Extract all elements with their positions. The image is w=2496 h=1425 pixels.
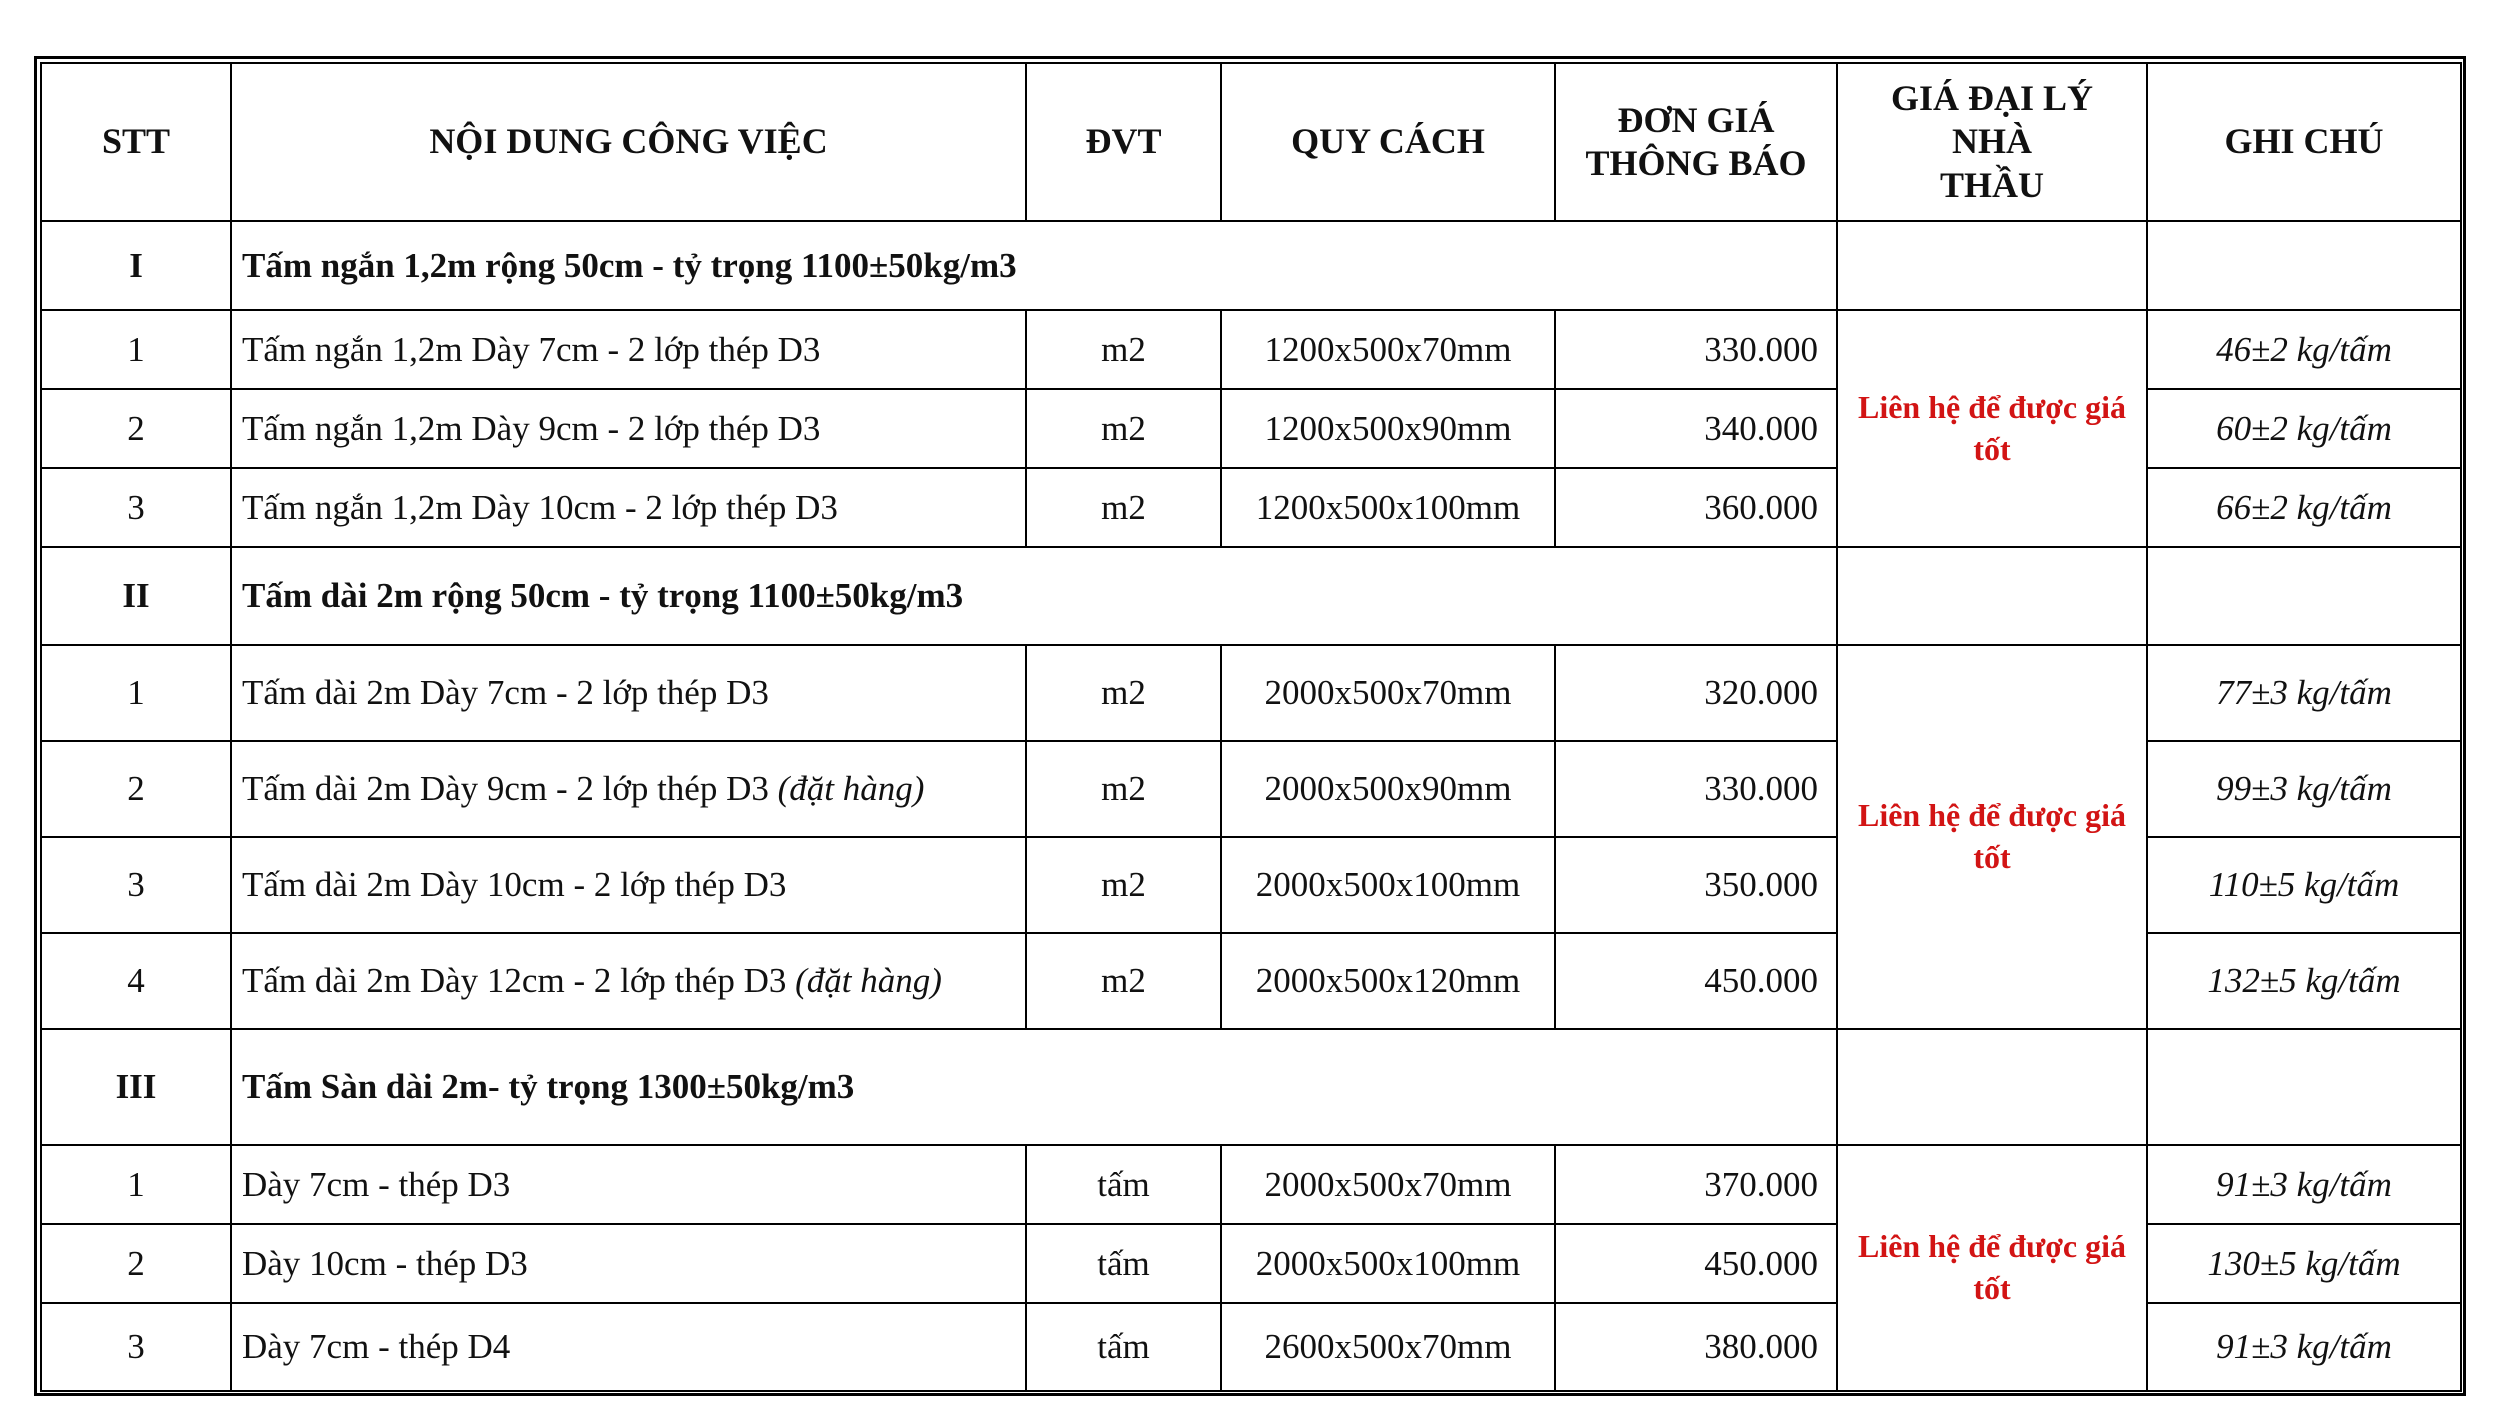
row-price: 320.000 [1555, 645, 1837, 741]
row-note: 91±3 kg/tấm [2147, 1303, 2461, 1391]
row-price: 450.000 [1555, 1224, 1837, 1303]
row-name [231, 468, 1026, 547]
row-price: 360.000 [1555, 468, 1837, 547]
row-name-text: Dày 10cm - thép D3 [242, 1243, 528, 1283]
row-spec: 2000x500x100mm [1221, 1224, 1555, 1303]
row-unit: tấm [1026, 1303, 1221, 1391]
row-name-suffix: (đặt hàng) [795, 961, 942, 1000]
row-unit: tấm [1026, 1224, 1221, 1303]
row-spec: 2600x500x70mm [1221, 1303, 1555, 1391]
row-name-text: Tấm dài 2m Dày 7cm - 2 lớp thép D3 [242, 673, 769, 712]
header-row [41, 63, 2461, 221]
section-dealer-cell [1837, 547, 2147, 645]
row-price: 450.000 [1555, 933, 1837, 1029]
row-note: 132±5 kg/tấm [2147, 933, 2461, 1029]
row-name-text: Dày 7cm - thép D3 [242, 1164, 511, 1204]
row-name-suffix: (đặt hàng) [777, 769, 925, 808]
header-spec: QUY CÁCH [1221, 63, 1555, 221]
row-name-text: Tấm ngắn 1,2m Dày 10cm - 2 lớp thép D3 [242, 487, 838, 527]
row-name-text: Tấm dài 2m Dày 10cm - 2 lớp thép D3 [242, 865, 787, 904]
row-name [231, 1224, 1026, 1303]
header-note: GHI CHÚ [2147, 63, 2461, 221]
header-price-line1: ĐƠN GIÁ [1617, 99, 1775, 140]
row-name [231, 933, 1026, 1029]
row-stt: 3 [41, 837, 231, 933]
section-number: II [41, 547, 231, 645]
contact-line2: tốt [1973, 1270, 2011, 1306]
section-title: Tấm ngắn 1,2m rộng 50cm - tỷ trọng 1100±50kg/m3 [231, 221, 1837, 310]
row-name-text: Tấm ngắn 1,2m Dày 7cm - 2 lớp thép D3 [242, 329, 821, 369]
row-spec: 2000x500x90mm [1221, 741, 1555, 837]
row-note: 91±3 kg/tấm [2147, 1145, 2461, 1224]
row-name [231, 645, 1026, 741]
row-name [231, 1303, 1026, 1391]
row-note: 130±5 kg/tấm [2147, 1224, 2461, 1303]
row-stt: 1 [41, 310, 231, 389]
header-dealer-line2: THẦU [1939, 164, 2044, 205]
row-spec: 2000x500x70mm [1221, 645, 1555, 741]
row-price: 330.000 [1555, 741, 1837, 837]
row-name-text: Tấm ngắn 1,2m Dày 9cm - 2 lớp thép D3 [242, 408, 821, 448]
section-note-cell [2147, 221, 2461, 310]
row-name [231, 310, 1026, 389]
section-dealer-cell [1837, 1029, 2147, 1145]
section-number: I [41, 221, 231, 310]
row-note: 60±2 kg/tấm [2147, 389, 2461, 468]
section-note-cell [2147, 1029, 2461, 1145]
row-name-text: Dày 7cm - thép D4 [242, 1327, 511, 1366]
section-row [41, 547, 2461, 645]
row-price: 380.000 [1555, 1303, 1837, 1391]
row-unit: m2 [1026, 310, 1221, 389]
dealer-contact-cell [1837, 645, 2147, 1029]
dealer-contact-cell [1837, 310, 2147, 547]
section-title: Tấm dài 2m rộng 50cm - tỷ trọng 1100±50kg/m3 [231, 547, 1837, 645]
header-stt: STT [41, 63, 231, 221]
table-row [41, 1145, 2461, 1224]
row-unit: m2 [1026, 741, 1221, 837]
row-spec: 2000x500x70mm [1221, 1145, 1555, 1224]
header-dealer-price [1837, 63, 2147, 221]
contact-line2: tốt [1973, 430, 2011, 467]
row-stt: 1 [41, 645, 231, 741]
row-note: 46±2 kg/tấm [2147, 310, 2461, 389]
contact-line1: Liên hệ để được giá [1857, 1228, 2127, 1265]
row-stt: 4 [41, 933, 231, 1029]
row-note: 110±5 kg/tấm [2147, 837, 2461, 933]
row-note: 99±3 kg/tấm [2147, 741, 2461, 837]
row-spec: 2000x500x120mm [1221, 933, 1555, 1029]
row-spec: 2000x500x100mm [1221, 837, 1555, 933]
row-stt: 3 [41, 1303, 231, 1391]
row-price: 370.000 [1555, 1145, 1837, 1224]
header-dealer-line1: GIÁ ĐẠI LÝ NHÀ [1890, 78, 2094, 162]
section-dealer-cell [1837, 221, 2147, 310]
table-row [41, 310, 2461, 389]
row-note: 77±3 kg/tấm [2147, 645, 2461, 741]
row-unit: m2 [1026, 468, 1221, 547]
row-name [231, 741, 1026, 837]
section-row [41, 1029, 2461, 1145]
dealer-contact-cell [1837, 1145, 2147, 1391]
row-spec: 1200x500x100mm [1221, 468, 1555, 547]
row-name-text: Tấm dài 2m Dày 12cm - 2 lớp thép D3 [242, 961, 787, 1000]
table-row [41, 645, 2461, 741]
header-price [1555, 63, 1837, 221]
row-stt: 1 [41, 1145, 231, 1224]
section-title: Tấm Sàn dài 2m- tỷ trọng 1300±50kg/m3 [231, 1029, 1837, 1145]
price-table [40, 62, 2462, 1392]
section-row [41, 221, 2461, 310]
row-name-text: Tấm dài 2m Dày 9cm - 2 lớp thép D3 [242, 769, 769, 808]
contact-line2: tốt [1973, 839, 2011, 875]
contact-line1: Liên hệ để được giá [1857, 388, 2127, 425]
row-unit: m2 [1026, 645, 1221, 741]
row-unit: m2 [1026, 933, 1221, 1029]
row-unit: m2 [1026, 837, 1221, 933]
row-spec: 1200x500x90mm [1221, 389, 1555, 468]
header-price-line2: THÔNG BÁO [1585, 143, 1807, 183]
row-stt: 2 [41, 1224, 231, 1303]
row-price: 330.000 [1555, 310, 1837, 389]
contact-line1: Liên hệ để được giá [1857, 797, 2127, 834]
header-content: NỘI DUNG CÔNG VIỆC [231, 63, 1026, 221]
row-name [231, 837, 1026, 933]
row-name [231, 1145, 1026, 1224]
row-price: 340.000 [1555, 389, 1837, 468]
row-stt: 3 [41, 468, 231, 547]
row-unit: m2 [1026, 389, 1221, 468]
row-name [231, 389, 1026, 468]
row-note: 66±2 kg/tấm [2147, 468, 2461, 547]
row-stt: 2 [41, 741, 231, 837]
header-unit: ĐVT [1026, 63, 1221, 221]
row-unit: tấm [1026, 1145, 1221, 1224]
section-note-cell [2147, 547, 2461, 645]
row-spec: 1200x500x70mm [1221, 310, 1555, 389]
row-price: 350.000 [1555, 837, 1837, 933]
row-stt: 2 [41, 389, 231, 468]
section-number: III [41, 1029, 231, 1145]
